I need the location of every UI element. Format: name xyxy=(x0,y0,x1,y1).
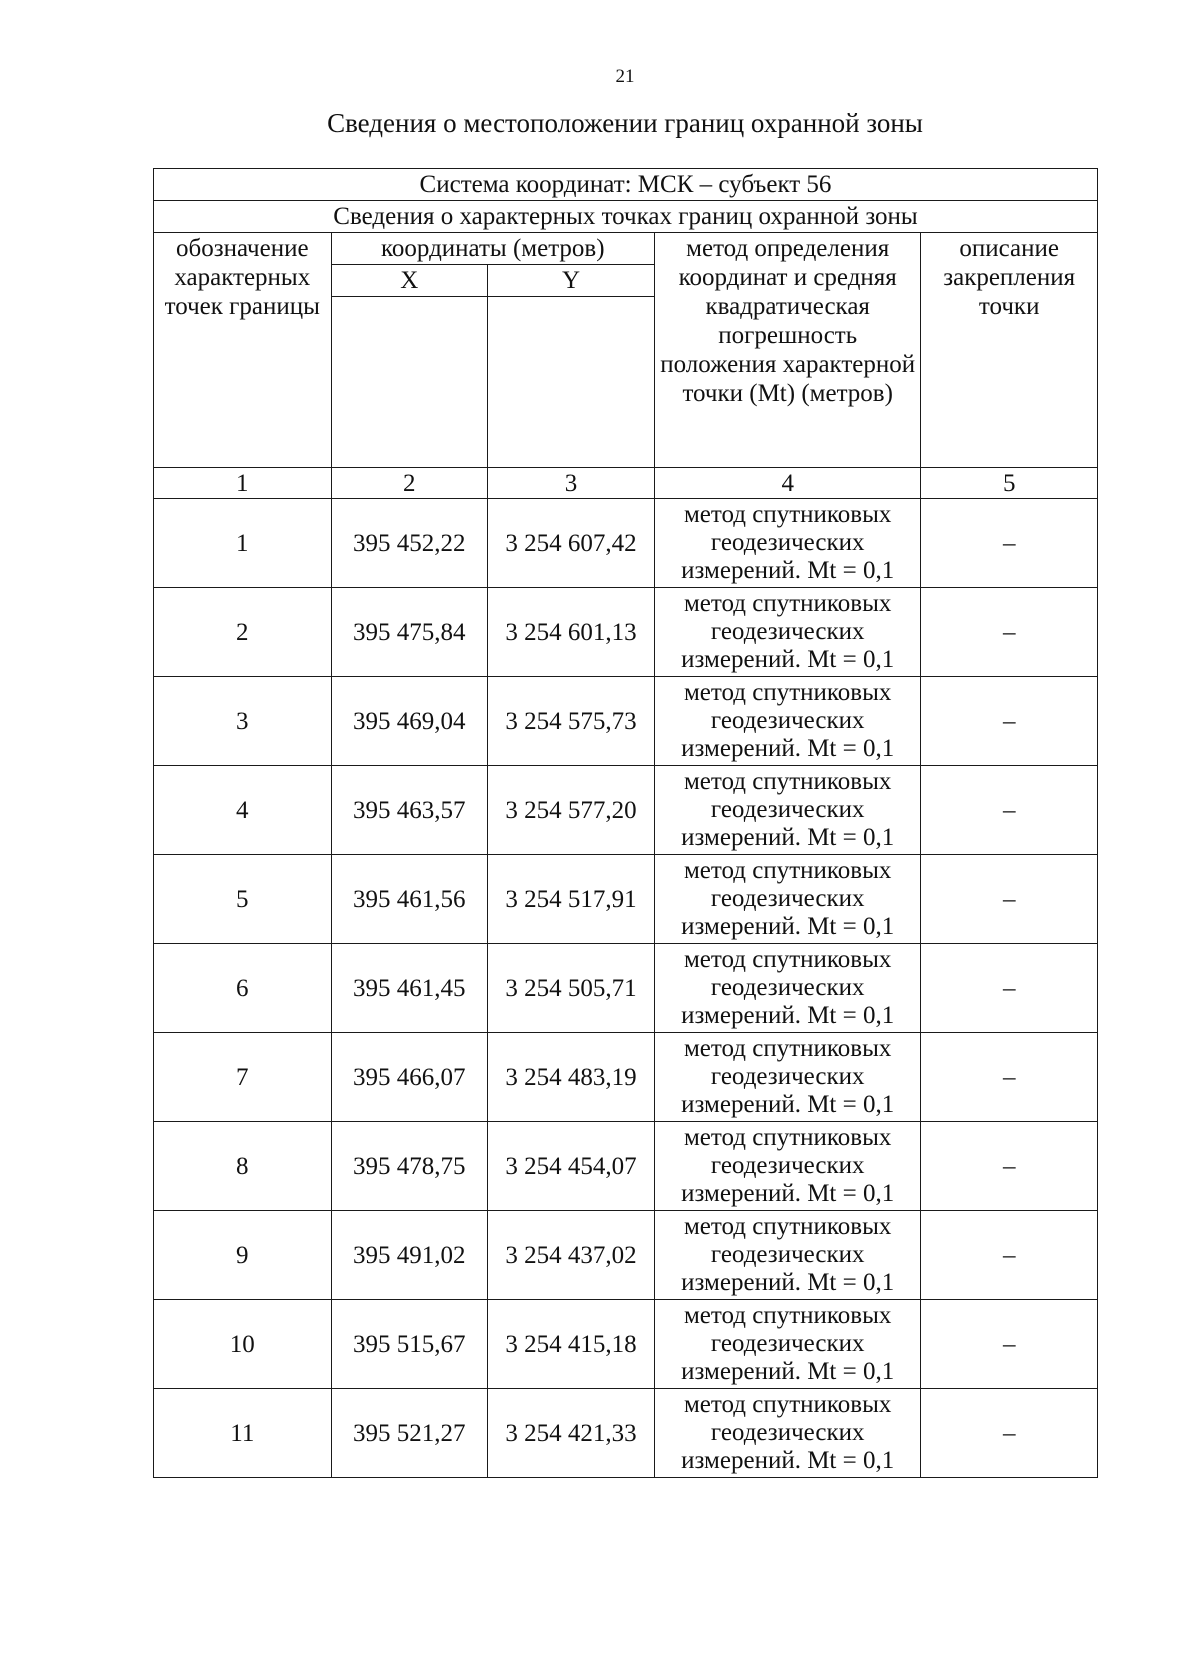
method-line: геодезических xyxy=(710,1330,865,1357)
column-number: 5 xyxy=(921,468,1098,499)
method-line: измерений. Mt = 0,1 xyxy=(681,557,895,584)
method-cell xyxy=(655,1389,921,1478)
y-coordinate-cell: 3 254 454,07 xyxy=(488,1122,655,1211)
method-line: метод спутниковых xyxy=(683,679,892,706)
x-coordinate-cell: 395 463,57 xyxy=(331,766,487,855)
column-number: 4 xyxy=(655,468,921,499)
header-row xyxy=(154,233,1098,265)
y-coordinate-cell: 3 254 577,20 xyxy=(488,766,655,855)
point-number-cell: 3 xyxy=(154,677,332,766)
method-cell xyxy=(655,766,921,855)
method-line: метод спутниковых xyxy=(683,1391,892,1418)
header-y-blank xyxy=(488,297,655,468)
method-line: геодезических xyxy=(710,1152,865,1179)
table-row xyxy=(154,499,1098,588)
column-number-row xyxy=(154,468,1098,499)
method-cell xyxy=(655,1211,921,1300)
header-fixing: описание закрепления точки xyxy=(921,233,1098,468)
point-number-cell: 7 xyxy=(154,1033,332,1122)
point-number-cell: 4 xyxy=(154,766,332,855)
y-coordinate-cell: 3 254 607,42 xyxy=(488,499,655,588)
header-point: обозначение характерных точек границы xyxy=(154,233,332,468)
point-number-cell: 10 xyxy=(154,1300,332,1389)
method-line: измерений. Mt = 0,1 xyxy=(681,1269,895,1296)
method-line: геодезических xyxy=(710,1419,865,1446)
coordinate-system-caption: Система координат: МСК – субъект 56 xyxy=(154,169,1098,201)
method-line: измерений. Mt = 0,1 xyxy=(681,1180,895,1207)
method-line: метод спутниковых xyxy=(683,501,892,528)
table-row xyxy=(154,1389,1098,1478)
x-coordinate-cell: 395 469,04 xyxy=(331,677,487,766)
method-line: геодезических xyxy=(710,796,865,823)
fixing-description-cell: – xyxy=(921,766,1098,855)
page-number: 21 xyxy=(615,66,635,87)
page-title: Сведения о местоположении границ охранной зоны xyxy=(327,108,923,138)
header-y: Y xyxy=(488,265,655,297)
method-line: метод спутниковых xyxy=(683,590,892,617)
method-line: метод спутниковых xyxy=(683,946,892,973)
fixing-description-cell: – xyxy=(921,1122,1098,1211)
method-cell xyxy=(655,588,921,677)
table-row xyxy=(154,944,1098,1033)
method-cell xyxy=(655,499,921,588)
point-number-cell: 2 xyxy=(154,588,332,677)
method-line: измерений. Mt = 0,1 xyxy=(681,913,895,940)
y-coordinate-cell: 3 254 415,18 xyxy=(488,1300,655,1389)
fixing-description-cell: – xyxy=(921,499,1098,588)
coordinate-system-row xyxy=(154,169,1098,201)
method-line: метод спутниковых xyxy=(683,857,892,884)
table-row xyxy=(154,1211,1098,1300)
header-method: метод определения координат и средняя квадратическая погрешность положения характерной точки (Mt) (метров) xyxy=(655,233,921,468)
method-line: геодезических xyxy=(710,885,865,912)
method-line: метод спутниковых xyxy=(683,1035,892,1062)
method-line: метод спутниковых xyxy=(683,768,892,795)
x-coordinate-cell: 395 452,22 xyxy=(331,499,487,588)
method-line: измерений. Mt = 0,1 xyxy=(681,824,895,851)
table-row xyxy=(154,1300,1098,1389)
method-line: измерений. Mt = 0,1 xyxy=(681,1358,895,1385)
method-cell xyxy=(655,1122,921,1211)
y-coordinate-cell: 3 254 601,13 xyxy=(488,588,655,677)
point-number-cell: 9 xyxy=(154,1211,332,1300)
y-coordinate-cell: 3 254 505,71 xyxy=(488,944,655,1033)
method-cell xyxy=(655,944,921,1033)
x-coordinate-cell: 395 475,84 xyxy=(331,588,487,677)
method-line: метод спутниковых xyxy=(683,1213,892,1240)
method-cell xyxy=(655,677,921,766)
method-line: геодезических xyxy=(710,618,865,645)
fixing-description-cell: – xyxy=(921,1300,1098,1389)
method-line: измерений. Mt = 0,1 xyxy=(681,646,895,673)
section-title-row xyxy=(154,201,1098,233)
header-x: X xyxy=(331,265,487,297)
section-title: Сведения о характерных точках границ охранной зоны xyxy=(154,201,1098,233)
method-line: геодезических xyxy=(710,707,865,734)
method-line: измерений. Mt = 0,1 xyxy=(681,1447,895,1474)
y-coordinate-cell: 3 254 517,91 xyxy=(488,855,655,944)
table-row xyxy=(154,1033,1098,1122)
point-number-cell: 6 xyxy=(154,944,332,1033)
table-row xyxy=(154,766,1098,855)
fixing-description-cell: – xyxy=(921,855,1098,944)
table-row xyxy=(154,588,1098,677)
method-cell xyxy=(655,855,921,944)
column-number: 2 xyxy=(331,468,487,499)
method-line: геодезических xyxy=(710,974,865,1001)
method-line: измерений. Mt = 0,1 xyxy=(681,1002,895,1029)
x-coordinate-cell: 395 466,07 xyxy=(331,1033,487,1122)
method-line: метод спутниковых xyxy=(683,1302,892,1329)
point-number-cell: 1 xyxy=(154,499,332,588)
method-line: метод спутниковых xyxy=(683,1124,892,1151)
table-row xyxy=(154,855,1098,944)
method-line: геодезических xyxy=(710,529,865,556)
column-number: 1 xyxy=(154,468,332,499)
fixing-description-cell: – xyxy=(921,944,1098,1033)
coordinates-table xyxy=(153,168,1098,1478)
fixing-description-cell: – xyxy=(921,1389,1098,1478)
method-line: измерений. Mt = 0,1 xyxy=(681,1091,895,1118)
x-coordinate-cell: 395 461,45 xyxy=(331,944,487,1033)
x-coordinate-cell: 395 461,56 xyxy=(331,855,487,944)
point-number-cell: 5 xyxy=(154,855,332,944)
fixing-description-cell: – xyxy=(921,588,1098,677)
x-coordinate-cell: 395 491,02 xyxy=(331,1211,487,1300)
method-line: геодезических xyxy=(710,1241,865,1268)
point-number-cell: 8 xyxy=(154,1122,332,1211)
x-coordinate-cell: 395 478,75 xyxy=(331,1122,487,1211)
column-number: 3 xyxy=(488,468,655,499)
header-coordinates: координаты (метров) xyxy=(331,233,654,265)
y-coordinate-cell: 3 254 483,19 xyxy=(488,1033,655,1122)
point-number-cell: 11 xyxy=(154,1389,332,1478)
y-coordinate-cell: 3 254 437,02 xyxy=(488,1211,655,1300)
x-coordinate-cell: 395 521,27 xyxy=(331,1389,487,1478)
header-x-blank xyxy=(331,297,487,468)
table-row xyxy=(154,1122,1098,1211)
method-cell xyxy=(655,1300,921,1389)
method-cell xyxy=(655,1033,921,1122)
x-coordinate-cell: 395 515,67 xyxy=(331,1300,487,1389)
y-coordinate-cell: 3 254 421,33 xyxy=(488,1389,655,1478)
fixing-description-cell: – xyxy=(921,1211,1098,1300)
fixing-description-cell: – xyxy=(921,1033,1098,1122)
method-line: измерений. Mt = 0,1 xyxy=(681,735,895,762)
method-line: геодезических xyxy=(710,1063,865,1090)
fixing-description-cell: – xyxy=(921,677,1098,766)
y-coordinate-cell: 3 254 575,73 xyxy=(488,677,655,766)
table-row xyxy=(154,677,1098,766)
